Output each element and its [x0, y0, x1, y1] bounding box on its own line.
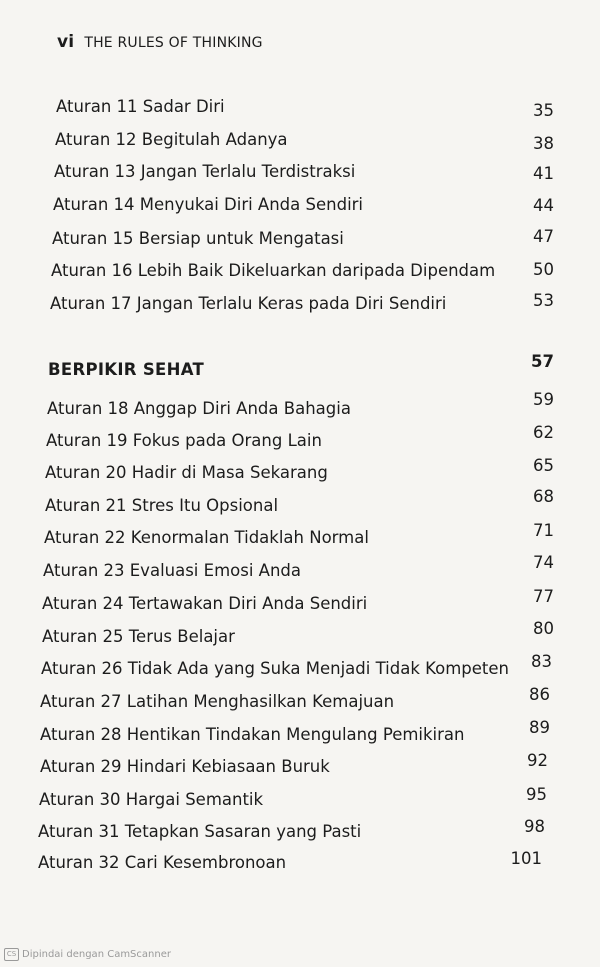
toc-entry[interactable]: [0, 652, 600, 687]
toc-entry-page: 50: [533, 260, 554, 279]
toc-section-page: 57: [531, 352, 554, 371]
toc-entry-page: 98: [524, 817, 545, 836]
toc-entry[interactable]: [0, 291, 600, 322]
toc-section[interactable]: [0, 352, 600, 388]
toc-entry-page: 53: [533, 291, 554, 310]
toc-entry-page: 80: [533, 619, 554, 638]
toc-entry-page: 101: [510, 849, 542, 868]
camscanner-icon: CS: [4, 948, 19, 961]
toc-entry-title: Aturan 15 Bersiap untuk Mengatasi: [52, 229, 344, 248]
toc-entry-title: Aturan 14 Menyukai Diri Anda Sendiri: [53, 195, 364, 214]
toc-entry[interactable]: [0, 521, 600, 556]
toc-entry[interactable]: [0, 97, 600, 125]
toc-entry[interactable]: [0, 195, 600, 223]
toc-entry-page: 44: [533, 196, 554, 215]
page-folio: vi: [57, 32, 75, 52]
toc-entry[interactable]: [0, 817, 600, 850]
toc-entry-title: Aturan 18 Anggap Diri Anda Bahagia: [47, 399, 351, 418]
toc-entry[interactable]: [0, 487, 600, 524]
toc-entry-title: Aturan 19 Fokus pada Orang Lain: [46, 431, 322, 450]
toc-entry-page: 35: [533, 101, 554, 120]
toc-entry[interactable]: [0, 553, 600, 589]
toc-entry-title: Aturan 22 Kenormalan Tidaklah Normal: [44, 528, 369, 547]
toc-entry-title: Aturan 24 Tertawakan Diri Anda Sendiri: [42, 594, 368, 613]
book-title: THE RULES OF THINKING: [84, 35, 263, 51]
toc-entry-title: Aturan 32 Cari Kesembronoan: [38, 853, 287, 872]
toc-entry-page: 47: [533, 227, 554, 246]
toc-entry[interactable]: [0, 718, 600, 753]
toc-entry-title: Aturan 29 Hindari Kebiasaan Buruk: [40, 757, 330, 776]
toc-entry-title: Aturan 26 Tidak Ada yang Suka Menjadi Tidak Kompeten: [41, 659, 509, 678]
toc-entry-title: Aturan 20 Hadir di Masa Sekarang: [45, 463, 328, 482]
toc-entry-page: 92: [527, 751, 548, 770]
toc-entry-page: 77: [533, 587, 554, 606]
toc-entry[interactable]: [0, 423, 600, 459]
toc-entry[interactable]: [0, 229, 600, 257]
toc-entry[interactable]: [0, 130, 600, 158]
scanner-watermark-text: Dipindai dengan CamScanner: [22, 949, 171, 960]
toc-entry-title: Aturan 28 Hentikan Tindakan Mengulang Pemikiran: [40, 725, 465, 744]
toc-entry[interactable]: [0, 685, 600, 720]
toc-entry-page: 38: [533, 134, 554, 153]
toc-entry-page: 65: [533, 456, 554, 475]
toc-entry-page: 89: [529, 718, 550, 737]
toc-section-title: BERPIKIR SEHAT: [48, 360, 205, 379]
toc-entry-page: 62: [533, 423, 554, 442]
toc-entry-title: Aturan 23 Evaluasi Emosi Anda: [43, 561, 301, 580]
running-head: [57, 32, 263, 52]
toc-entry-page: 71: [533, 521, 554, 540]
scanner-watermark: [4, 948, 171, 961]
toc-entry-title: Aturan 13 Jangan Terlalu Terdistraksi: [54, 162, 356, 181]
toc-entry-title: Aturan 11 Sadar Diri: [56, 97, 225, 116]
toc-entry-page: 41: [533, 164, 554, 183]
toc-entry-title: Aturan 17 Jangan Terlalu Keras pada Diri Sendiri: [50, 294, 447, 313]
toc-entry[interactable]: [0, 849, 600, 881]
toc-entry-page: 86: [529, 685, 550, 704]
toc-entry-title: Aturan 30 Hargai Semantik: [39, 790, 264, 809]
toc-entry-page: 59: [533, 390, 554, 409]
toc-entry-title: Aturan 21 Stres Itu Opsional: [45, 496, 279, 515]
toc-entry-title: Aturan 27 Latihan Menghasilkan Kemajuan: [40, 692, 395, 711]
toc-entry[interactable]: [0, 619, 600, 655]
toc-entry[interactable]: [0, 751, 600, 785]
toc-entry-page: 95: [526, 785, 547, 804]
toc-entry[interactable]: [0, 785, 600, 818]
toc-entry-page: 83: [531, 652, 552, 671]
toc-entry-title: Aturan 31 Tetapkan Sasaran yang Pasti: [38, 822, 362, 841]
toc-entry-page: 74: [533, 553, 554, 572]
toc-entry[interactable]: [0, 587, 600, 622]
toc-entry[interactable]: [0, 261, 600, 289]
toc-entry-title: Aturan 25 Terus Belajar: [42, 627, 235, 646]
toc-entry[interactable]: [0, 162, 600, 190]
toc-entry-title: Aturan 12 Begitulah Adanya: [55, 130, 288, 149]
toc-entry-page: 68: [533, 487, 554, 506]
toc-entry-title: Aturan 16 Lebih Baik Dikeluarkan daripada Dipendam: [51, 261, 496, 280]
